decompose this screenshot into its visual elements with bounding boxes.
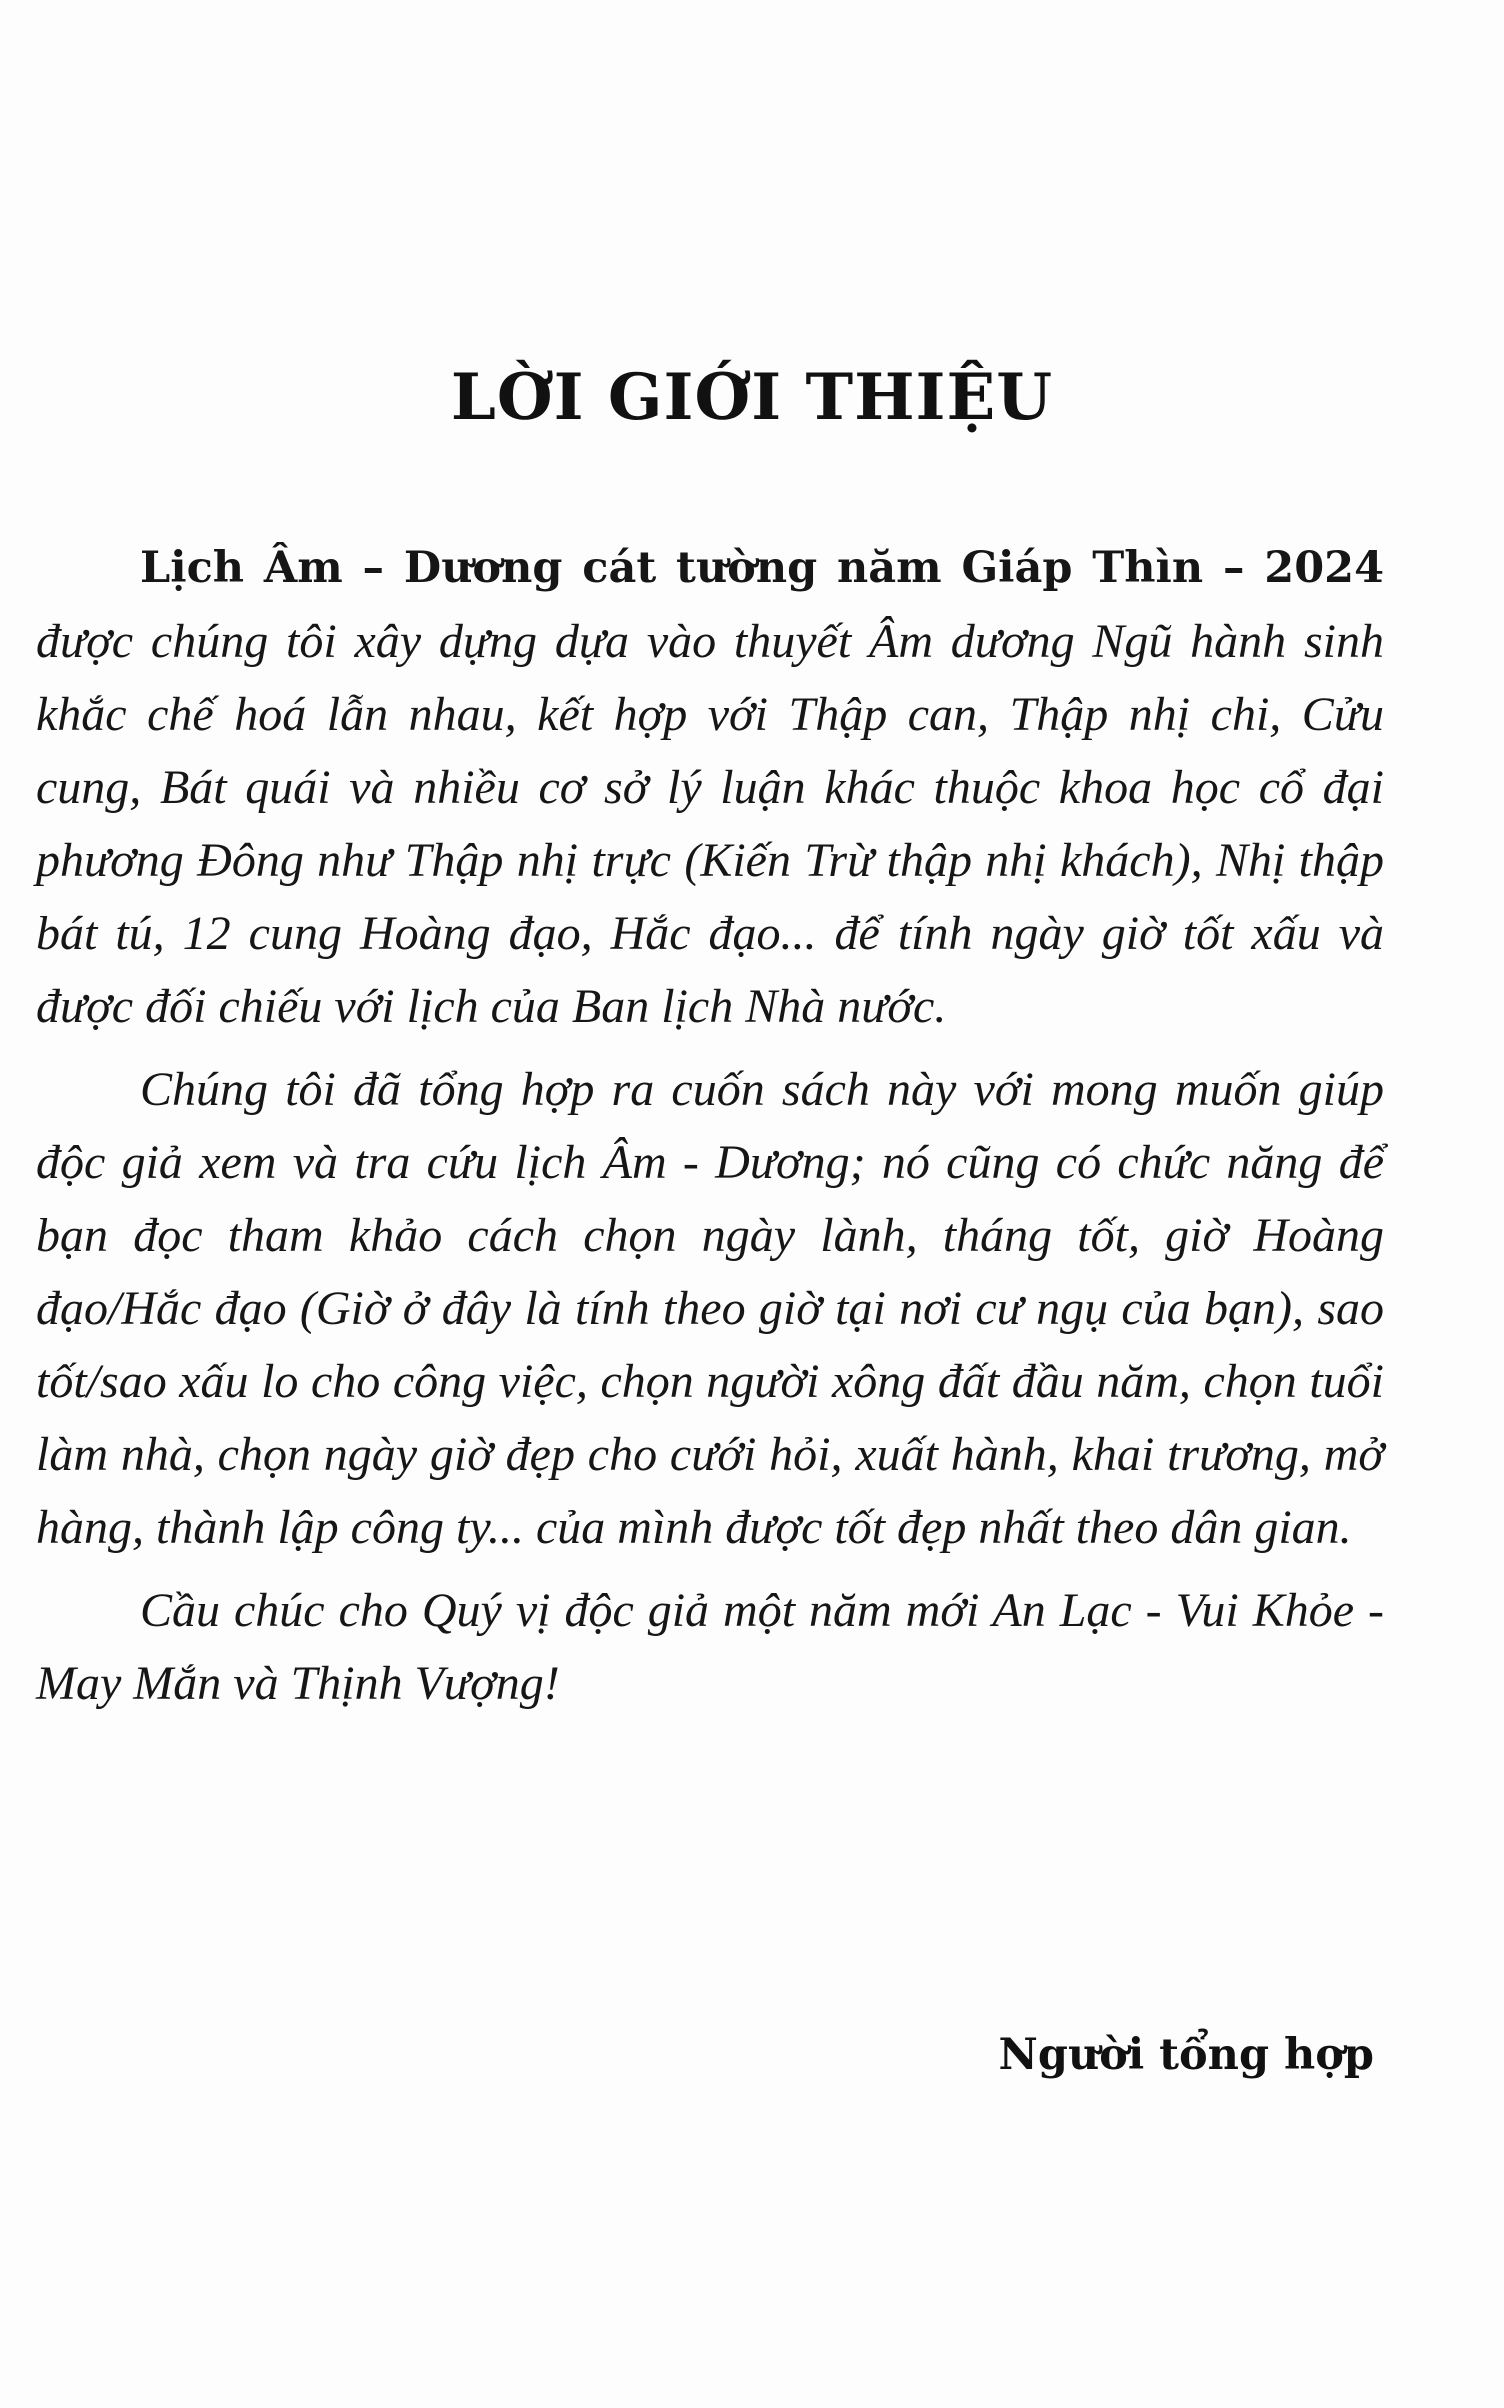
signature: Người tổng hợp: [998, 2030, 1374, 2080]
page-title: LỜI GIỚI THIỆU: [450, 360, 1054, 435]
paragraph-intro: [36, 530, 1384, 1043]
paragraph-wishes: Cầu chúc cho Quý vị độc giả một năm mới An Lạc - Vui Khỏe - May Mắn và Thịnh Vượng!: [36, 1584, 1384, 1710]
paragraph-intro-lead: Lịch Âm – Dương cát tường năm Giáp Thìn – 2024: [140, 543, 1384, 593]
paragraph-purpose: Chúng tôi đã tổng hợp ra cuốn sách này với mong muốn giúp độc giả xem và tra cứu lịch Âm - Dương; nó cũng có chức năng để bạn đọc tham khảo cách chọn ngày lành, tháng tốt, giờ Hoàng đạo/Hắc đạo (Giờ ở đây là tính theo giờ tại nơi cư ngụ của bạn), sao tốt/sao xấu lo cho công việc, chọn người xông đất đầu năm, chọn tuổi làm nhà, chọn ngày giờ đẹp cho cưới hỏi, xuất hành, khai trương, mở hàng, thành lập công ty... của mình được tốt đẹp nhất theo dân gian.: [36, 1063, 1384, 1554]
body-text: [36, 530, 1384, 1720]
paragraph-intro-text: được chúng tôi xây dựng dựa vào thuyết Âm dương Ngũ hành sinh khắc chế hoá lẫn nhau, kết hợp với Thập can, Thập nhị chi, Cửu cung, Bát quái và nhiều cơ sở lý luận khác thuộc khoa học cổ đại phương Đông như Thập nhị trực (Kiến Trừ thập nhị khách), Nhị thập bát tú, 12 cung Hoàng đạo, Hắc đạo... để tính ngày giờ tốt xấu và được đối chiếu với lịch của Ban lịch Nhà nước.: [36, 615, 1384, 1033]
